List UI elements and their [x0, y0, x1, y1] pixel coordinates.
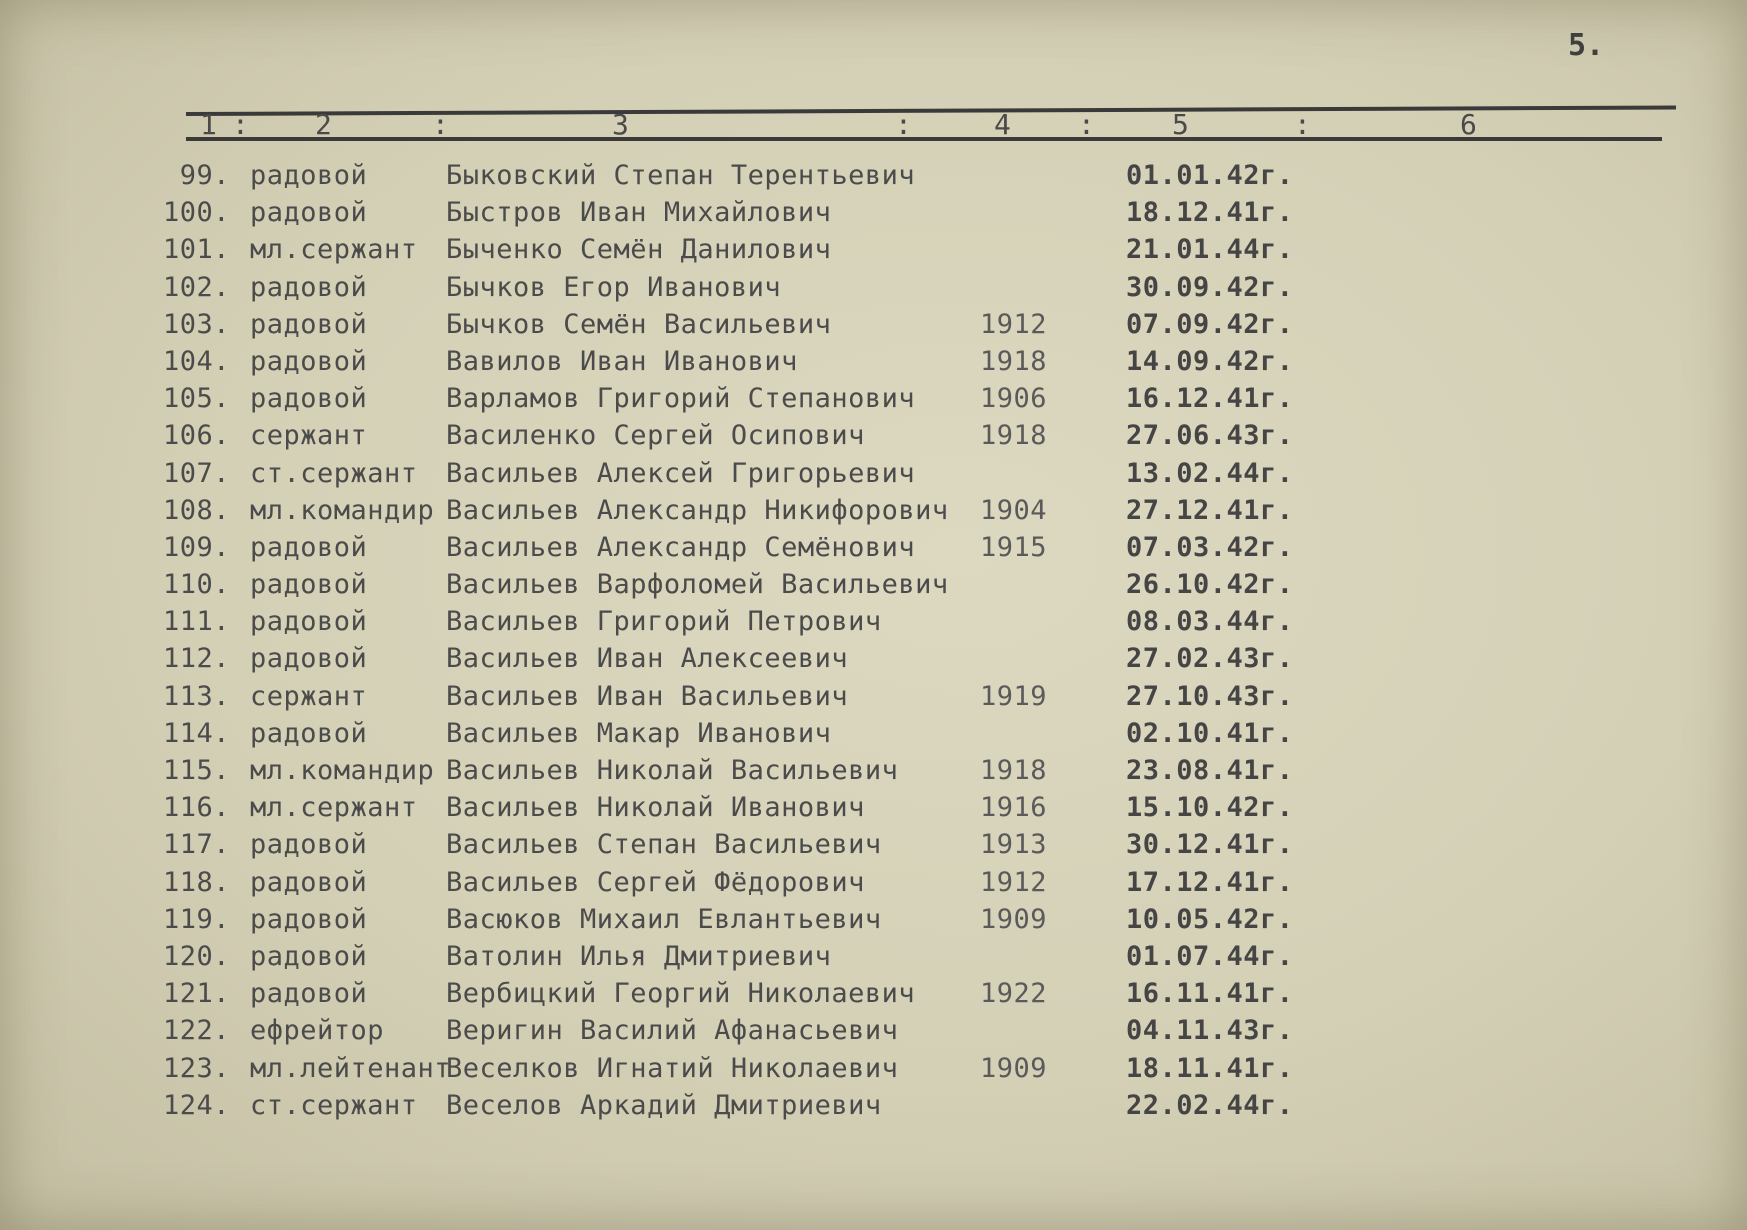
table-row: [0, 234, 1747, 271]
row-birth-year: 1912: [980, 308, 1048, 340]
row-rank: мл.командир: [250, 755, 435, 786]
col-separator: :: [895, 108, 912, 141]
row-birth-year: 1906: [980, 383, 1048, 415]
row-name: Веселов Аркадий Дмитриевич: [446, 1089, 882, 1121]
row-name: Васильев Степан Васильевич: [446, 829, 882, 861]
row-rank: радовой: [250, 197, 368, 229]
table-row: [0, 458, 1747, 495]
col-1-header: 1: [200, 108, 217, 141]
row-rank: мл.лейтенант: [250, 1052, 452, 1084]
row-rank: радовой: [250, 383, 368, 415]
row-birth-year: 1918: [980, 345, 1048, 377]
table-row: [0, 1090, 1747, 1127]
row-name: Василенко Сергей Осипович: [446, 420, 865, 452]
row-rank: радовой: [250, 643, 368, 675]
row-rank: радовой: [250, 940, 368, 972]
row-number: 113.: [162, 680, 230, 712]
row-number: 120.: [162, 940, 230, 972]
row-number: 99.: [179, 160, 230, 191]
table-row: [0, 420, 1747, 457]
col-separator: :: [1294, 108, 1311, 141]
row-number: 106.: [162, 420, 230, 452]
row-name: Вербицкий Георгий Николаевич: [446, 978, 916, 1010]
col-5-header: 5: [1172, 108, 1189, 141]
row-date: 27.06.43г.: [1126, 420, 1294, 452]
row-rank: радовой: [250, 717, 368, 749]
row-name: Вавилов Иван Иванович: [446, 345, 798, 377]
row-date: 22.02.44г.: [1126, 1089, 1294, 1121]
table-row: [0, 978, 1747, 1015]
row-name: Быченко Семён Данилович: [446, 234, 832, 266]
col-separator: :: [1078, 108, 1095, 141]
row-rank: мл.командир: [250, 494, 435, 526]
row-number: 109.: [162, 531, 230, 563]
row-birth-year: 1913: [980, 829, 1048, 861]
header-rule-bottom: [186, 137, 1662, 141]
row-birth-year: 1922: [980, 978, 1048, 1010]
table-row: [0, 1053, 1747, 1090]
row-date: 10.05.42г.: [1126, 903, 1294, 935]
row-name: Васильев Макар Иванович: [446, 717, 832, 749]
row-rank: радовой: [250, 160, 368, 191]
row-number: 122.: [162, 1015, 230, 1047]
table-row: [0, 309, 1747, 346]
row-name: Варламов Григорий Степанович: [446, 383, 916, 415]
record-list: [0, 160, 1747, 1127]
col-3-header: 3: [612, 108, 629, 141]
row-rank: радовой: [250, 308, 368, 340]
row-date: 16.11.41г.: [1126, 978, 1294, 1010]
row-number: 116.: [162, 792, 230, 824]
row-birth-year: 1909: [980, 1052, 1048, 1084]
row-birth-year: 1918: [980, 755, 1048, 786]
row-name: Васильев Александр Семёнович: [446, 531, 916, 563]
row-birth-year: 1916: [980, 792, 1048, 824]
table-row: [0, 941, 1747, 978]
row-date: 04.11.43г.: [1126, 1015, 1294, 1047]
row-date: 07.03.42г.: [1126, 531, 1294, 563]
col-separator: :: [432, 108, 449, 141]
table-row: [0, 1015, 1747, 1052]
row-rank: мл.сержант: [250, 792, 418, 824]
table-row: [0, 495, 1747, 532]
row-date: 27.10.43г.: [1126, 680, 1294, 712]
row-birth-year: 1909: [980, 903, 1048, 935]
row-number: 110.: [162, 569, 230, 601]
table-row: [0, 160, 1747, 197]
row-rank: ефрейтор: [250, 1015, 385, 1047]
row-date: 26.10.42г.: [1126, 569, 1294, 601]
row-rank: ст.сержант: [250, 457, 418, 489]
row-rank: радовой: [250, 531, 368, 563]
row-number: 102.: [162, 271, 230, 303]
row-rank: сержант: [250, 680, 368, 712]
row-rank: радовой: [250, 606, 368, 638]
row-date: 01.01.42г.: [1126, 160, 1294, 191]
row-number: 104.: [162, 345, 230, 377]
col-6-header: 6: [1460, 108, 1477, 141]
row-name: Васильев Николай Васильевич: [446, 755, 899, 786]
row-name: Быковский Степан Терентьевич: [446, 160, 916, 191]
row-number: 111.: [162, 606, 230, 638]
row-name: Васильев Варфоломей Васильевич: [446, 569, 949, 601]
row-name: Бычков Егор Иванович: [446, 271, 782, 303]
table-row: [0, 904, 1747, 941]
row-number: 101.: [162, 234, 230, 266]
table-row: [0, 569, 1747, 606]
header-rule-top: [186, 105, 1676, 116]
row-number: 114.: [162, 717, 230, 749]
table-row: [0, 383, 1747, 420]
row-number: 117.: [162, 829, 230, 861]
row-date: 07.09.42г.: [1126, 308, 1294, 340]
col-2-header: 2: [315, 108, 332, 141]
row-date: 14.09.42г.: [1126, 345, 1294, 377]
row-name: Ватолин Илья Дмитриевич: [446, 940, 832, 972]
row-name: Васильев Алексей Григорьевич: [446, 457, 916, 489]
row-date: 30.09.42г.: [1126, 271, 1294, 303]
row-name: Васильев Григорий Петрович: [446, 606, 882, 638]
row-rank: радовой: [250, 569, 368, 601]
row-date: 16.12.41г.: [1126, 383, 1294, 415]
row-number: 100.: [162, 197, 230, 229]
row-name: Васильев Александр Никифорович: [446, 494, 949, 526]
row-name: Бычков Семён Васильевич: [446, 308, 832, 340]
row-rank: радовой: [250, 271, 368, 303]
row-birth-year: 1912: [980, 866, 1048, 898]
row-name: Васюков Михаил Евлантьевич: [446, 903, 882, 935]
row-date: 01.07.44г.: [1126, 940, 1294, 972]
row-rank: радовой: [250, 345, 368, 377]
col-4-header: 4: [994, 108, 1011, 141]
row-number: 121.: [162, 978, 230, 1010]
row-date: 18.12.41г.: [1126, 197, 1294, 229]
row-name: Васильев Иван Алексеевич: [446, 643, 849, 675]
row-date: 27.02.43г.: [1126, 643, 1294, 675]
row-date: 27.12.41г.: [1126, 494, 1294, 526]
row-rank: сержант: [250, 420, 368, 452]
page-number: 5.: [1568, 28, 1605, 63]
row-number: 118.: [162, 866, 230, 898]
col-separator: :: [232, 108, 249, 141]
row-date: 21.01.44г.: [1126, 234, 1294, 266]
row-birth-year: 1918: [980, 420, 1048, 452]
row-number: 124.: [162, 1089, 230, 1121]
row-number: 123.: [162, 1052, 230, 1084]
table-row: [0, 606, 1747, 643]
table-row: [0, 755, 1747, 792]
table-row: [0, 718, 1747, 755]
table-row: [0, 346, 1747, 383]
row-rank: радовой: [250, 903, 368, 935]
row-date: 30.12.41г.: [1126, 829, 1294, 861]
table-row: [0, 681, 1747, 718]
row-rank: радовой: [250, 829, 368, 861]
row-birth-year: 1915: [980, 531, 1048, 563]
row-name: Быстров Иван Михайлович: [446, 197, 832, 229]
row-number: 112.: [162, 643, 230, 675]
row-rank: ст.сержант: [250, 1089, 418, 1121]
row-number: 103.: [162, 308, 230, 340]
row-birth-year: 1919: [980, 680, 1048, 712]
table-row: [0, 829, 1747, 866]
row-date: 08.03.44г.: [1126, 606, 1294, 638]
row-date: 18.11.41г.: [1126, 1052, 1294, 1084]
table-row: [0, 643, 1747, 680]
row-number: 115.: [162, 755, 230, 786]
row-date: 13.02.44г.: [1126, 457, 1294, 489]
table-row: [0, 272, 1747, 309]
row-number: 107.: [162, 457, 230, 489]
row-number: 105.: [162, 383, 230, 415]
table-row: [0, 532, 1747, 569]
row-number: 108.: [162, 494, 230, 526]
row-rank: радовой: [250, 978, 368, 1010]
row-rank: радовой: [250, 866, 368, 898]
table-row: [0, 792, 1747, 829]
row-name: Васильев Николай Иванович: [446, 792, 865, 824]
row-date: 17.12.41г.: [1126, 866, 1294, 898]
row-date: 15.10.42г.: [1126, 792, 1294, 824]
row-number: 119.: [162, 903, 230, 935]
row-name: Васильев Иван Васильевич: [446, 680, 849, 712]
row-rank: мл.сержант: [250, 234, 418, 266]
table-row: [0, 867, 1747, 904]
row-date: 02.10.41г.: [1126, 717, 1294, 749]
row-name: Веселков Игнатий Николаевич: [446, 1052, 899, 1084]
row-date: 23.08.41г.: [1126, 755, 1294, 786]
table-row: [0, 197, 1747, 234]
row-name: Васильев Сергей Фёдорович: [446, 866, 865, 898]
row-name: Веригин Василий Афанасьевич: [446, 1015, 899, 1047]
row-birth-year: 1904: [980, 494, 1048, 526]
